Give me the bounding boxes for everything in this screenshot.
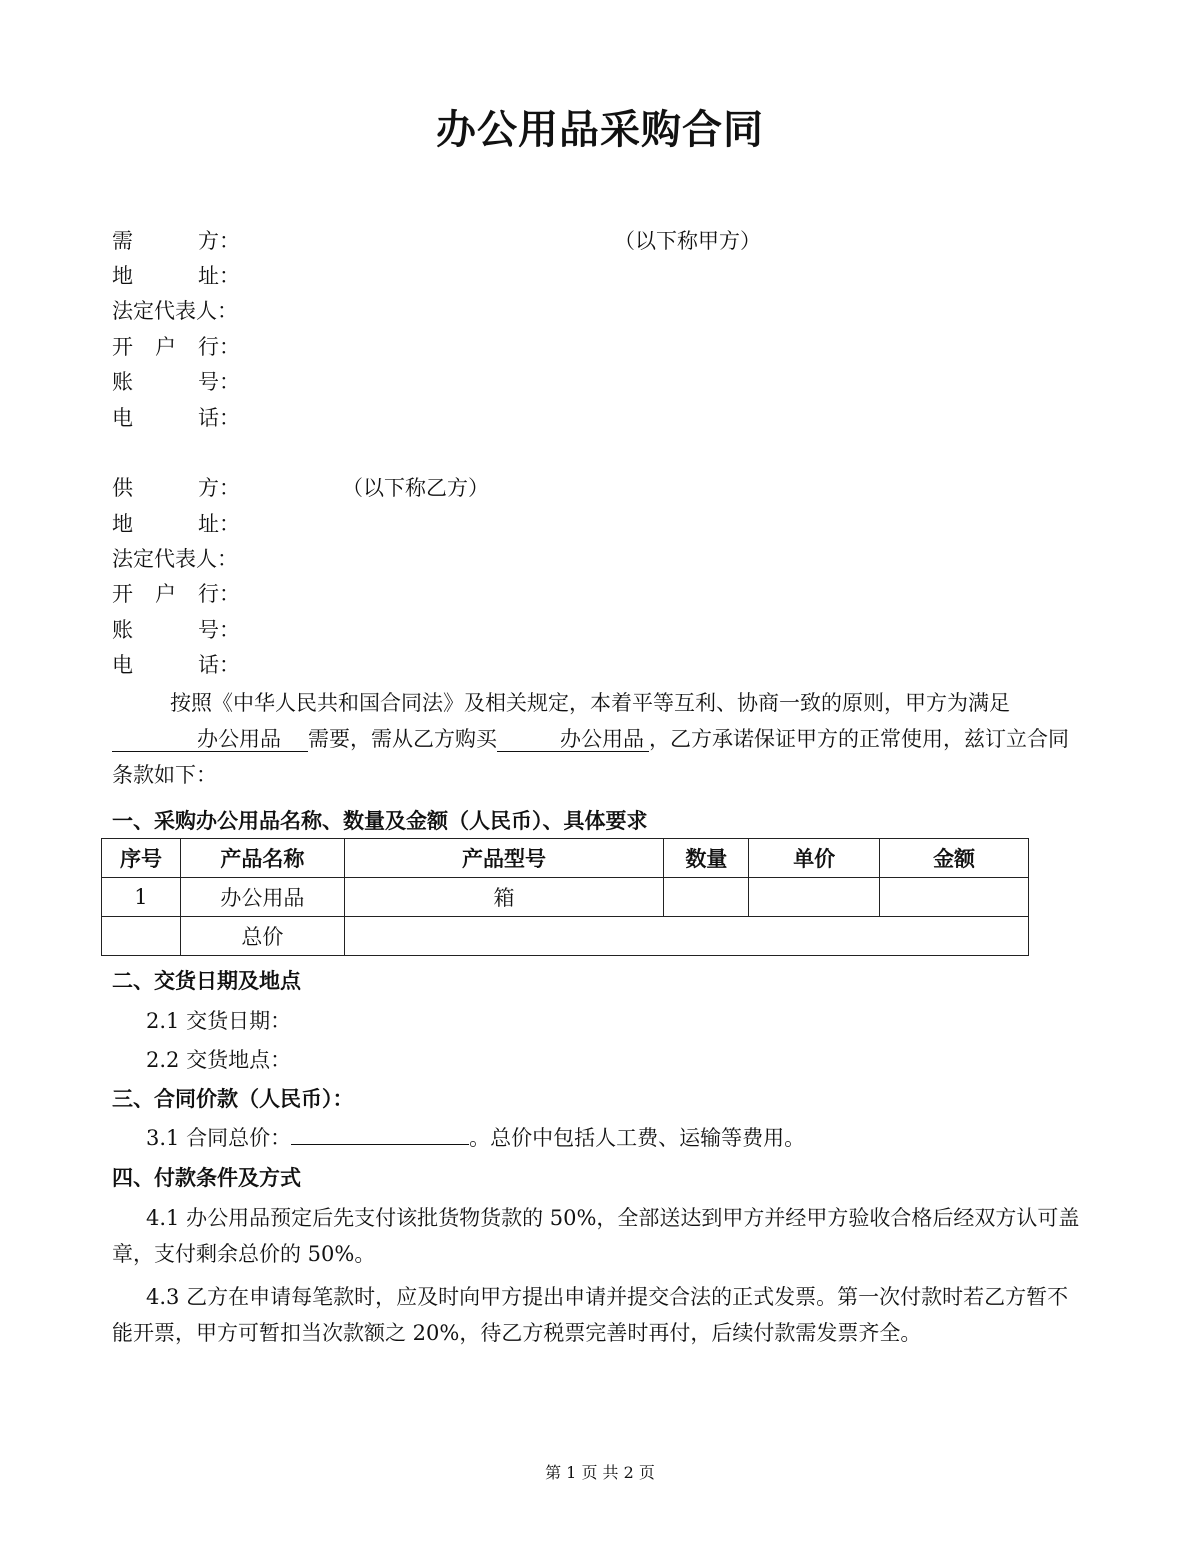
party-b-representative-row	[112, 544, 238, 574]
cell-unit-price	[749, 878, 880, 917]
section-2-heading: 二、交货日期及地点	[112, 968, 301, 993]
party-a-demand-row	[112, 226, 240, 256]
party-a-demand-label: 需 方：	[112, 229, 240, 253]
party-b-note: （以下称乙方）	[342, 476, 489, 500]
party-a-phone-label: 电 话：	[112, 406, 240, 430]
cell-index: 1	[102, 878, 181, 917]
delivery-date-item: 2.1 交货日期：	[146, 1009, 292, 1033]
party-a-note: （以下称甲方）	[614, 229, 761, 253]
cell-product-model: 箱	[344, 878, 664, 917]
party-b-phone-row	[112, 650, 240, 680]
party-a-bank-row	[112, 332, 240, 362]
purchase-item-blank: 办公用品	[497, 727, 649, 752]
party-a-account-label: 账 号：	[112, 370, 240, 394]
contract-total-item: 3.1 合同总价： 。总价中包括人工费、运输等费用。	[146, 1126, 806, 1150]
section-3-heading: 三、合同价款（人民币）：	[112, 1086, 354, 1111]
cell-total-empty	[102, 917, 181, 956]
document-title: 办公用品采购合同	[436, 106, 764, 153]
party-b-address-row	[112, 509, 240, 539]
party-b-account-label: 账 号：	[112, 618, 240, 642]
table-header-row	[102, 839, 1029, 878]
table-row	[102, 878, 1029, 917]
party-b-supply-label: 供 方：	[112, 476, 240, 500]
cell-total-value	[344, 917, 1028, 956]
contract-total-blank	[291, 1144, 469, 1145]
party-a-bank-label: 开 户 行：	[112, 335, 240, 359]
header-product-model: 产品型号	[344, 839, 664, 878]
page-footer: 第 1 页 共 2 页	[545, 1463, 655, 1482]
party-b-supply-row	[112, 473, 240, 503]
party-a-account-row	[112, 367, 240, 397]
section-4-heading: 四、付款条件及方式	[112, 1165, 301, 1190]
party-a-address-row	[112, 261, 240, 291]
party-b-representative-label: 法定代表人：	[112, 547, 238, 571]
payment-item-4-3: 4.3 乙方在申请每笔款时，应及时向甲方提出申请并提交合法的正式发票。第一次付款时若乙方暂不能开票，甲方可暂扣当次款额之 20%，待乙方税票完善时再付，后续付款需发票齐全。	[112, 1285, 1069, 1345]
party-b-bank-label: 开 户 行：	[112, 582, 240, 606]
delivery-place-item: 2.2 交货地点：	[146, 1048, 292, 1072]
cell-product-name: 办公用品	[180, 878, 344, 917]
party-a-address-label: 地 址：	[112, 264, 240, 288]
party-a-phone-row	[112, 403, 240, 433]
party-b-phone-label: 电 话：	[112, 653, 240, 677]
cell-total-label: 总价	[180, 917, 344, 956]
product-table	[101, 838, 1029, 956]
header-quantity: 数量	[664, 839, 749, 878]
header-unit-price: 单价	[749, 839, 880, 878]
section-1-heading: 一、采购办公用品名称、数量及金额（人民币）、具体要求	[112, 808, 648, 833]
intro-paragraph: 按照《中华人民共和国合同法》及相关规定，本着平等互利、协商一致的原则，甲方为满足办公用品 需要，需从乙方购买 办公用品 ，乙方承诺保证甲方的正常使用，兹订立合同条款如下：	[112, 691, 1069, 787]
party-b-bank-row	[112, 579, 240, 609]
party-b-address-label: 地 址：	[112, 512, 240, 536]
cell-quantity	[664, 878, 749, 917]
party-a-representative-row	[112, 296, 238, 326]
cell-amount	[880, 878, 1029, 917]
party-a-representative-label: 法定代表人：	[112, 299, 238, 323]
header-index: 序号	[102, 839, 181, 878]
header-product-name: 产品名称	[180, 839, 344, 878]
payment-item-4-1: 4.1 办公用品预定后先支付该批货物货款的 50%，全部送达到甲方并经甲方验收合格后经双方认可盖章，支付剩余总价的 50%。	[112, 1206, 1080, 1266]
purpose-blank: 办公用品	[112, 727, 308, 752]
header-amount: 金额	[880, 839, 1029, 878]
party-b-account-row	[112, 615, 240, 645]
table-total-row	[102, 917, 1029, 956]
